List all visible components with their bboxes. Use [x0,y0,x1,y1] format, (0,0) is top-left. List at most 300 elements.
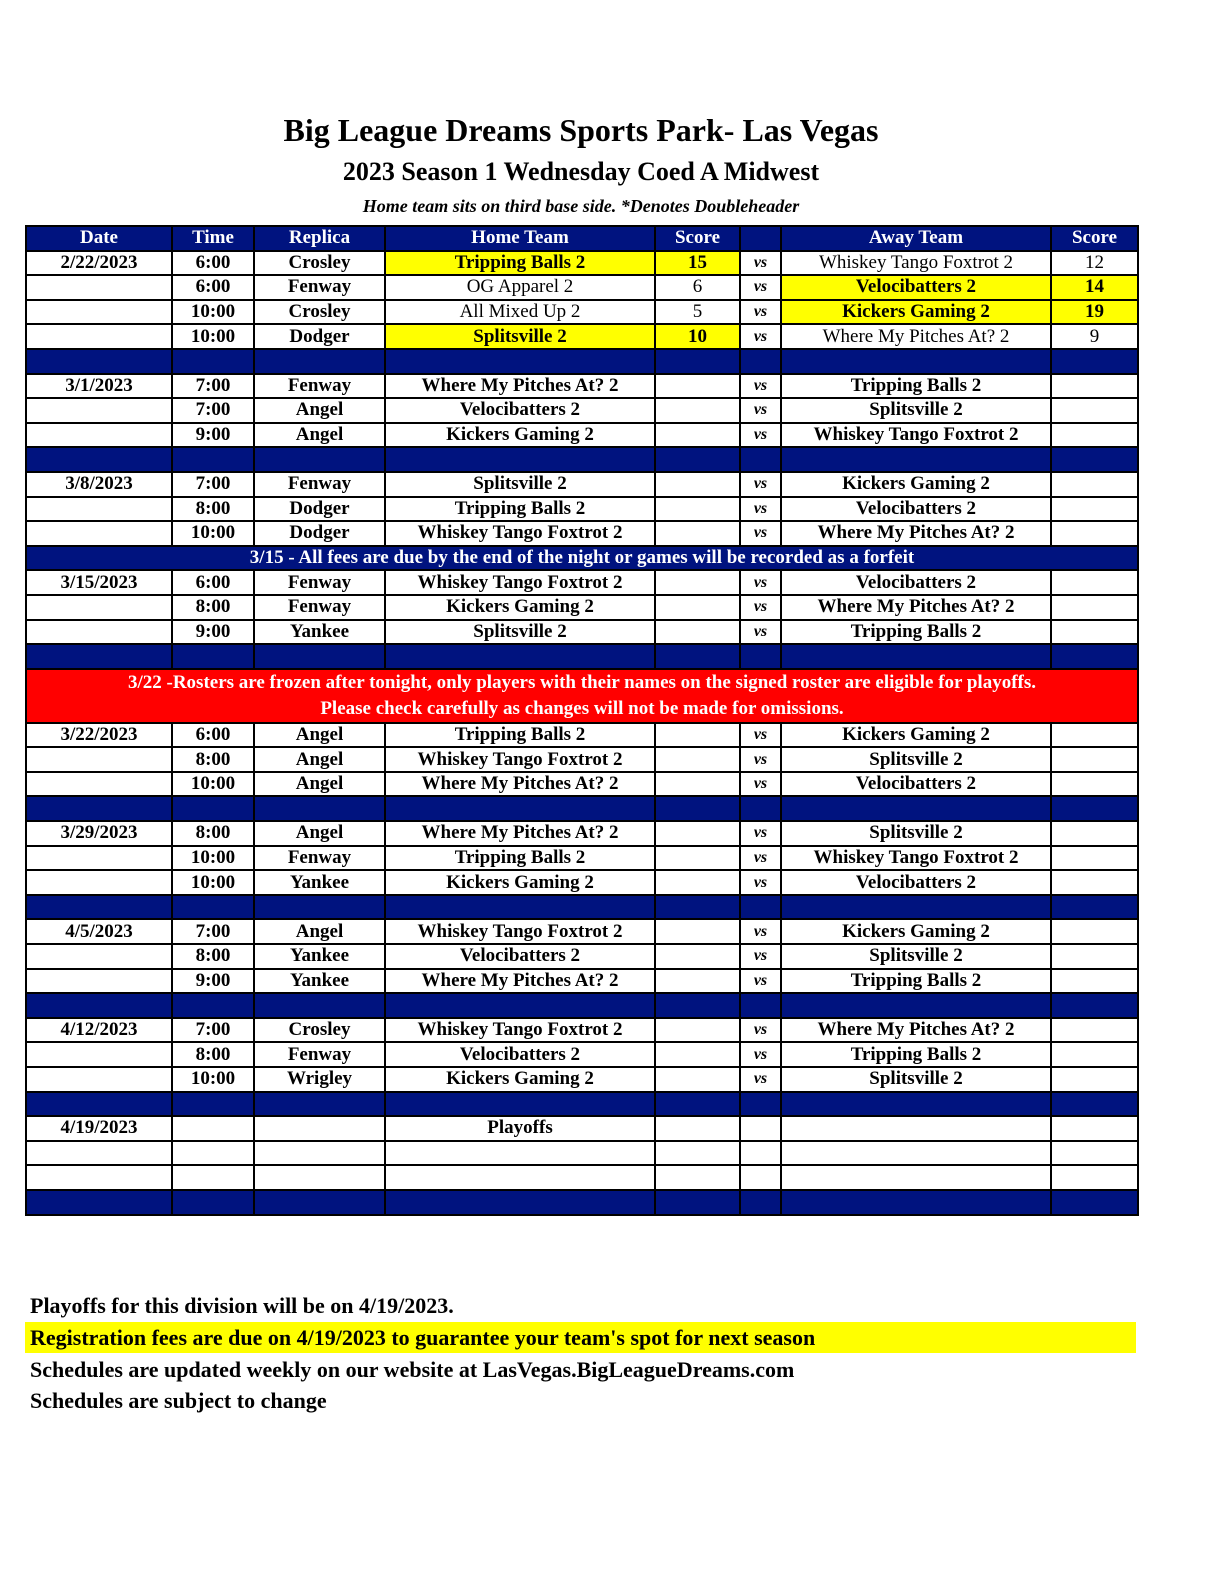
home-score [655,747,740,772]
away-score [1051,1018,1138,1043]
separator-cell [740,349,781,374]
vs-label: vs [740,1042,781,1067]
footer-playoffs-note: Playoffs for this division will be on 4/19/2023. [30,1293,454,1318]
blank-cell [1051,1165,1138,1190]
home-team: Whiskey Tango Foxtrot 2 [385,919,655,944]
away-team: Tripping Balls 2 [781,969,1051,994]
away-score: 19 [1051,300,1138,325]
game-replica-field: Angel [254,723,385,748]
separator-cell [385,447,655,472]
game-time: 8:00 [172,747,254,772]
home-team: All Mixed Up 2 [385,300,655,325]
away-score [1051,521,1138,546]
home-team: Where My Pitches At? 2 [385,772,655,797]
home-team: Velocibatters 2 [385,944,655,969]
home-score [655,472,740,497]
game-replica-field: Fenway [254,275,385,300]
game-replica-field: Angel [254,423,385,448]
home-score [655,723,740,748]
vs-label: vs [740,723,781,748]
home-team: Tripping Balls 2 [385,251,655,276]
home-team: Whiskey Tango Foxtrot 2 [385,570,655,595]
game-date [26,969,172,994]
away-team: Velocibatters 2 [781,870,1051,895]
game-date: 4/12/2023 [26,1018,172,1043]
separator-cell [385,993,655,1018]
vs-label: vs [740,620,781,645]
announcement-text: 3/15 - All fees are due by the end of the night or games will be recorded as a forfeit [26,546,1138,571]
separator-cell [781,447,1051,472]
game-row [26,324,1138,349]
away-team [781,1116,1051,1141]
game-date [26,1067,172,1092]
game-row [26,1018,1138,1043]
game-time: 9:00 [172,423,254,448]
game-date: 3/22/2023 [26,723,172,748]
home-team: Tripping Balls 2 [385,723,655,748]
home-team: Tripping Balls 2 [385,846,655,871]
separator-cell [385,895,655,920]
away-score [1051,620,1138,645]
home-team: Where My Pitches At? 2 [385,374,655,399]
game-row [26,374,1138,399]
home-score [655,1042,740,1067]
separator-cell [172,1190,254,1215]
separator-cell [781,349,1051,374]
footer-registration-note: Registration fees are due on 4/19/2023 to guarantee your team's spot for next season [25,1322,1136,1353]
home-score [655,595,740,620]
away-score [1051,497,1138,522]
blank-cell [385,1141,655,1166]
blank-cell [254,1141,385,1166]
game-row [26,1067,1138,1092]
game-row [26,595,1138,620]
game-time: 9:00 [172,620,254,645]
game-time: 10:00 [172,300,254,325]
separator-cell [655,1190,740,1215]
game-row [26,251,1138,276]
home-score [655,398,740,423]
game-time: 8:00 [172,595,254,620]
away-score [1051,570,1138,595]
vs-label: vs [740,398,781,423]
vs-label: vs [740,870,781,895]
away-team: Kickers Gaming 2 [781,919,1051,944]
separator-cell [1051,644,1138,669]
away-score [1051,772,1138,797]
game-row [26,472,1138,497]
separator-cell [254,993,385,1018]
blank-cell [781,1141,1051,1166]
vs-label: vs [740,472,781,497]
game-date [26,1042,172,1067]
game-date [26,300,172,325]
game-replica-field: Angel [254,919,385,944]
home-team: Velocibatters 2 [385,1042,655,1067]
vs-label: vs [740,821,781,846]
separator-cell [172,796,254,821]
away-team: Where My Pitches At? 2 [781,1018,1051,1043]
separator-cell [1051,796,1138,821]
game-date [26,521,172,546]
game-time: 7:00 [172,398,254,423]
away-team: Tripping Balls 2 [781,374,1051,399]
game-replica-field: Yankee [254,870,385,895]
game-row [26,772,1138,797]
away-team: Splitsville 2 [781,1067,1051,1092]
game-replica-field: Angel [254,821,385,846]
game-time: 10:00 [172,772,254,797]
away-team: Splitsville 2 [781,821,1051,846]
separator-cell [385,796,655,821]
separator-cell [740,796,781,821]
game-time: 8:00 [172,944,254,969]
announcement-row [26,546,1138,571]
game-row [26,521,1138,546]
game-row [26,969,1138,994]
vs-label: vs [740,919,781,944]
game-time: 10:00 [172,324,254,349]
game-replica-field: Fenway [254,846,385,871]
vs-label: vs [740,497,781,522]
game-time [172,1116,254,1141]
game-replica-field: Angel [254,772,385,797]
vs-label: vs [740,772,781,797]
away-team: Velocibatters 2 [781,570,1051,595]
vs-label: vs [740,969,781,994]
blank-cell [385,1165,655,1190]
separator-cell [254,1190,385,1215]
game-time: 10:00 [172,870,254,895]
home-score [655,1067,740,1092]
away-score [1051,595,1138,620]
separator-cell [26,895,172,920]
away-team: Splitsville 2 [781,747,1051,772]
home-team: Splitsville 2 [385,472,655,497]
separator-cell [172,895,254,920]
away-team: Whiskey Tango Foxtrot 2 [781,423,1051,448]
blank-cell [172,1165,254,1190]
away-score [1051,723,1138,748]
game-time: 7:00 [172,919,254,944]
away-team: Where My Pitches At? 2 [781,595,1051,620]
game-date [26,846,172,871]
game-row [26,723,1138,748]
schedule-body [26,251,1138,1215]
vs-label: vs [740,1067,781,1092]
game-replica-field: Yankee [254,944,385,969]
col-header-time: Time [172,226,254,251]
home-score [655,570,740,595]
separator-cell [172,447,254,472]
game-date: 2/22/2023 [26,251,172,276]
away-score [1051,747,1138,772]
home-score: 10 [655,324,740,349]
game-time: 7:00 [172,374,254,399]
table-header-row [26,226,1138,251]
blank-cell [1051,1141,1138,1166]
game-replica-field: Crosley [254,1018,385,1043]
game-row [26,1042,1138,1067]
separator-cell [655,993,740,1018]
separator-cell [254,447,385,472]
away-team: Whiskey Tango Foxtrot 2 [781,846,1051,871]
separator-cell [1051,895,1138,920]
week-separator-row [26,895,1138,920]
away-team: Velocibatters 2 [781,772,1051,797]
game-time: 7:00 [172,1018,254,1043]
game-date [26,772,172,797]
vs-label: vs [740,374,781,399]
roster-alert-line2: Please check carefully as changes will not be made for omissions. [320,697,844,719]
separator-cell [254,349,385,374]
away-score [1051,870,1138,895]
away-team: Where My Pitches At? 2 [781,521,1051,546]
footer-website-note: Schedules are updated weekly on our website at LasVegas.BigLeagueDreams.com [30,1357,795,1382]
page-title: Big League Dreams Sports Park- Las Vegas [283,112,879,148]
home-team: Splitsville 2 [385,620,655,645]
home-score [655,821,740,846]
roster-alert [26,669,1138,723]
game-row [26,275,1138,300]
game-time: 8:00 [172,497,254,522]
roster-alert-row [26,669,1138,723]
game-row [26,497,1138,522]
away-score [1051,1067,1138,1092]
separator-cell [254,895,385,920]
separator-cell [172,993,254,1018]
separator-cell [655,895,740,920]
blank-cell [781,1165,1051,1190]
separator-cell [781,1092,1051,1117]
game-date: 4/19/2023 [26,1116,172,1141]
home-score [655,969,740,994]
page-subtitle: 2023 Season 1 Wednesday Coed A Midwest [342,157,820,186]
vs-label: vs [740,846,781,871]
blank-cell [655,1165,740,1190]
separator-cell [781,895,1051,920]
week-separator-row [26,796,1138,821]
game-time: 10:00 [172,521,254,546]
away-score: 14 [1051,275,1138,300]
game-row [26,944,1138,969]
game-time: 7:00 [172,472,254,497]
game-row [26,1116,1138,1141]
away-score [1051,944,1138,969]
away-team: Tripping Balls 2 [781,1042,1051,1067]
game-date [26,324,172,349]
game-replica-field: Angel [254,747,385,772]
home-score [655,870,740,895]
home-team: Whiskey Tango Foxtrot 2 [385,747,655,772]
away-score: 12 [1051,251,1138,276]
home-score [655,1018,740,1043]
game-row [26,821,1138,846]
separator-cell [655,349,740,374]
separator-cell [740,447,781,472]
game-date [26,497,172,522]
home-score [655,919,740,944]
game-date: 4/5/2023 [26,919,172,944]
week-separator-row [26,993,1138,1018]
separator-cell [26,993,172,1018]
col-header-away-score: Score [1051,226,1138,251]
home-team: Tripping Balls 2 [385,497,655,522]
week-separator-row [26,644,1138,669]
game-row [26,870,1138,895]
separator-cell [655,1092,740,1117]
game-time: 10:00 [172,1067,254,1092]
separator-cell [1051,993,1138,1018]
separator-cell [740,993,781,1018]
home-team: Velocibatters 2 [385,398,655,423]
away-team: Whiskey Tango Foxtrot 2 [781,251,1051,276]
vs-label: vs [740,300,781,325]
away-score [1051,1042,1138,1067]
col-header-replica: Replica [254,226,385,251]
blank-cell [26,1165,172,1190]
away-team: Velocibatters 2 [781,275,1051,300]
home-score [655,620,740,645]
home-score [655,497,740,522]
separator-cell [655,796,740,821]
game-time: 8:00 [172,821,254,846]
away-score [1051,423,1138,448]
vs-label [740,1116,781,1141]
game-time: 6:00 [172,570,254,595]
away-team: Splitsville 2 [781,944,1051,969]
roster-alert-line1: 3/22 -Rosters are frozen after tonight, only players with their names on the signed roster are eligible for playoffs. [127,671,1037,693]
separator-cell [26,447,172,472]
game-time: 6:00 [172,275,254,300]
separator-cell [385,644,655,669]
home-team: Where My Pitches At? 2 [385,969,655,994]
vs-label: vs [740,423,781,448]
away-score [1051,1116,1138,1141]
vs-label: vs [740,944,781,969]
separator-cell [1051,1190,1138,1215]
separator-cell [781,796,1051,821]
away-team: Velocibatters 2 [781,497,1051,522]
col-header-home-team: Home Team [385,226,655,251]
away-score [1051,374,1138,399]
home-score [655,423,740,448]
game-replica-field: Fenway [254,570,385,595]
away-score: 9 [1051,324,1138,349]
game-replica-field: Fenway [254,472,385,497]
away-team: Splitsville 2 [781,398,1051,423]
game-date [26,595,172,620]
home-team: Whiskey Tango Foxtrot 2 [385,521,655,546]
week-separator-row [26,1190,1138,1215]
game-replica-field: Dodger [254,497,385,522]
home-team: Kickers Gaming 2 [385,595,655,620]
separator-cell [385,349,655,374]
game-time: 6:00 [172,723,254,748]
game-time: 10:00 [172,846,254,871]
away-team: Kickers Gaming 2 [781,723,1051,748]
vs-label: vs [740,595,781,620]
game-date [26,620,172,645]
home-team: Playoffs [385,1116,655,1141]
separator-cell [26,796,172,821]
separator-cell [781,644,1051,669]
blank-cell [655,1141,740,1166]
game-date: 3/29/2023 [26,821,172,846]
game-date [26,944,172,969]
away-score [1051,472,1138,497]
separator-cell [254,796,385,821]
game-date [26,275,172,300]
separator-cell [1051,349,1138,374]
blank-cell [740,1165,781,1190]
game-time: 6:00 [172,251,254,276]
game-time: 8:00 [172,1042,254,1067]
col-header-home-score: Score [655,226,740,251]
separator-cell [26,1092,172,1117]
separator-cell [1051,1092,1138,1117]
game-replica-field: Yankee [254,620,385,645]
away-score [1051,821,1138,846]
separator-cell [740,1092,781,1117]
blank-row [26,1165,1138,1190]
game-date: 3/1/2023 [26,374,172,399]
home-score: 15 [655,251,740,276]
game-date: 3/8/2023 [26,472,172,497]
separator-cell [1051,447,1138,472]
home-score [655,944,740,969]
home-team: Kickers Gaming 2 [385,1067,655,1092]
home-team: OG Apparel 2 [385,275,655,300]
home-team: Kickers Gaming 2 [385,870,655,895]
col-header-date: Date [26,226,172,251]
game-replica-field: Dodger [254,521,385,546]
game-date [26,398,172,423]
away-score [1051,919,1138,944]
week-separator-row [26,447,1138,472]
game-row [26,846,1138,871]
col-header-away-team: Away Team [781,226,1051,251]
blank-cell [26,1141,172,1166]
home-score: 5 [655,300,740,325]
game-row [26,398,1138,423]
game-row [26,570,1138,595]
away-team: Where My Pitches At? 2 [781,324,1051,349]
game-row [26,919,1138,944]
separator-cell [172,1092,254,1117]
separator-cell [254,1092,385,1117]
separator-cell [26,349,172,374]
col-header-vs [740,226,781,251]
game-date [26,870,172,895]
game-date: 3/15/2023 [26,570,172,595]
game-row [26,620,1138,645]
separator-cell [740,1190,781,1215]
separator-cell [254,644,385,669]
separator-cell [740,644,781,669]
week-separator-row [26,1092,1138,1117]
game-row [26,300,1138,325]
blank-cell [740,1141,781,1166]
home-team: Splitsville 2 [385,324,655,349]
game-date [26,423,172,448]
separator-cell [385,1190,655,1215]
game-replica-field: Fenway [254,595,385,620]
away-team: Kickers Gaming 2 [781,472,1051,497]
away-score [1051,969,1138,994]
vs-label: vs [740,275,781,300]
vs-label: vs [740,747,781,772]
